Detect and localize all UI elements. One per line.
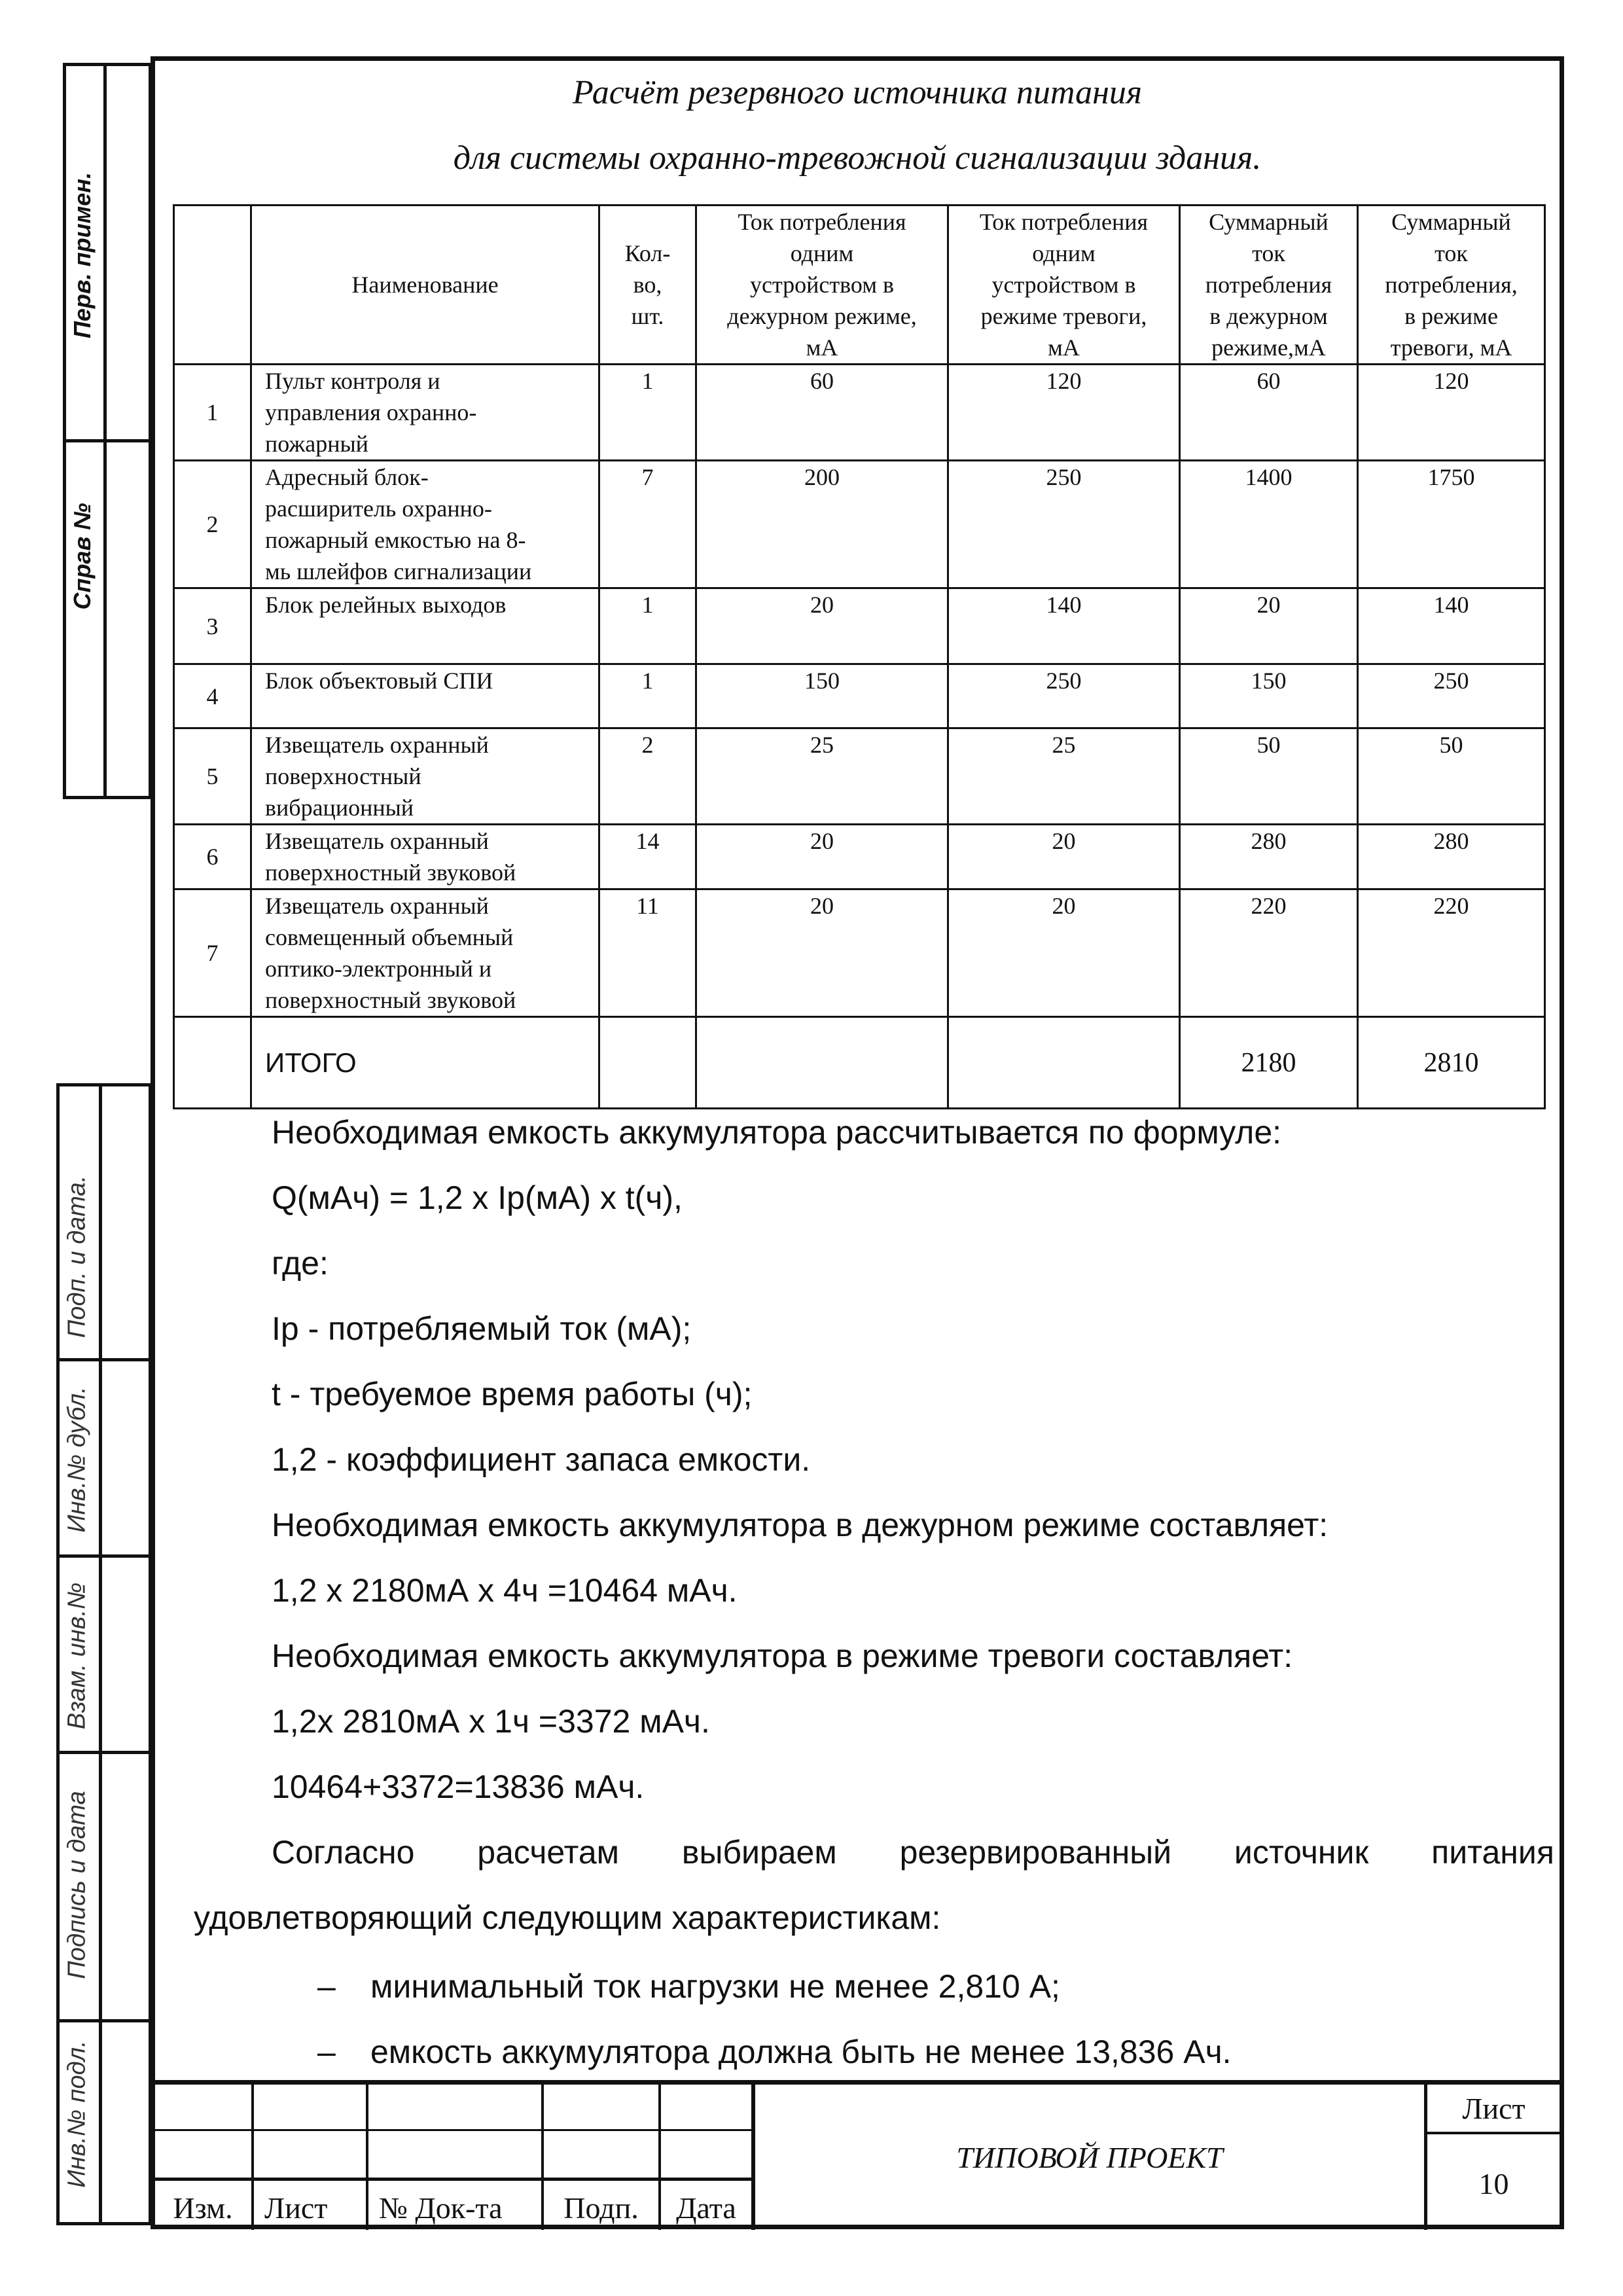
paragraph-formula-intro: Необходимая емкость аккумулятора рассчитывается по формуле: [272, 1114, 1282, 1151]
t-definition: t - требуемое время работы (ч); [272, 1376, 753, 1412]
row-qty: 1 [599, 664, 696, 728]
row-sum-duty: 220 [1180, 889, 1358, 1017]
row-number: 5 [174, 728, 251, 825]
requirement-current: минимальный ток нагрузки не менее 2,810 А; [370, 1968, 1060, 2005]
row-current-duty: 60 [696, 365, 948, 461]
total-sum-alarm: 2810 [1358, 1017, 1545, 1109]
stamp-col-list: Лист [264, 2191, 328, 2225]
row-current-alarm: 25 [948, 728, 1180, 825]
coef-definition: 1,2 - коэффициент запаса емкости. [272, 1441, 811, 1478]
heading-line-1: Расчёт резервного источника питания [572, 74, 1143, 111]
podp-data-label: Подп. и дата. [63, 1175, 91, 1338]
row-qty: 2 [599, 728, 696, 825]
header-name: Наименование [251, 206, 599, 365]
heading-line-2: для системы охранно-тревожной сигнализации здания. [453, 139, 1262, 177]
row-name: Адресный блок- расширитель охранно- пожарный емкостью на 8- мь шлейфов сигнализации [251, 461, 599, 588]
row-current-duty: 150 [696, 664, 948, 728]
table-row [174, 365, 1545, 461]
row-qty: 7 [599, 461, 696, 588]
ip-definition: Ip - потребляемый ток (мА); [272, 1310, 692, 1347]
table-row [174, 728, 1545, 825]
row-qty: 1 [599, 365, 696, 461]
sprav-no-label: Справ № [69, 503, 96, 610]
formula: Q(мАч) = 1,2 x Ip(мА) x t(ч), [272, 1179, 683, 1216]
row-sum-alarm: 280 [1358, 825, 1545, 889]
paragraph-duty: Необходимая емкость аккумулятора в дежурном режиме составляет: [272, 1507, 1329, 1543]
total-current-alarm [948, 1017, 1180, 1109]
row-current-duty: 20 [696, 588, 948, 664]
row-current-alarm: 20 [948, 825, 1180, 889]
row-number: 7 [174, 889, 251, 1017]
row-sum-alarm: 50 [1358, 728, 1545, 825]
conclusion-continuation: удовлетворяющий следующим характеристикам: [194, 1899, 941, 1936]
bullet-dash-1: – [317, 1968, 336, 2005]
project-title: ТИПОВОЙ ПРОЕКТ [956, 2141, 1223, 2174]
calc-alarm: 1,2х 2810мА х 1ч =3372 мАч. [272, 1703, 710, 1740]
row-current-duty: 20 [696, 889, 948, 1017]
row-qty: 11 [599, 889, 696, 1017]
inv-podl-label: Инв.№ подл. [63, 2040, 91, 2188]
row-qty: 1 [599, 588, 696, 664]
podpis-data-label: Подпись и дата [63, 1791, 91, 1979]
row-sum-alarm: 220 [1358, 889, 1545, 1017]
where-label: где: [272, 1245, 329, 1282]
row-sum-duty: 280 [1180, 825, 1358, 889]
row-sum-duty: 1400 [1180, 461, 1358, 588]
header-qty: Кол- во, шт. [599, 206, 696, 365]
sheet-label: Лист [1462, 2092, 1525, 2125]
row-number: 4 [174, 664, 251, 728]
stamp-col-doc: № Док-та [379, 2191, 503, 2225]
row-sum-duty: 50 [1180, 728, 1358, 825]
row-current-alarm: 250 [948, 664, 1180, 728]
row-current-duty: 20 [696, 825, 948, 889]
row-number: 2 [174, 461, 251, 588]
row-name: Пульт контроля и управления охранно- пожарный [251, 365, 599, 461]
row-current-alarm: 20 [948, 889, 1180, 1017]
row-sum-duty: 150 [1180, 664, 1358, 728]
row-qty: 14 [599, 825, 696, 889]
row-number: 1 [174, 365, 251, 461]
row-sum-alarm: 140 [1358, 588, 1545, 664]
row-name: Извещатель охранный совмещенный объемный оптико-электронный и поверхностный звуковой [251, 889, 599, 1017]
sheet-number: 10 [1478, 2167, 1509, 2200]
row-number: 3 [174, 588, 251, 664]
row-sum-alarm: 1750 [1358, 461, 1545, 588]
row-sum-duty: 60 [1180, 365, 1358, 461]
row-current-duty: 200 [696, 461, 948, 588]
vzam-inv-label: Взам. инв.№ [63, 1582, 91, 1730]
row-current-alarm: 120 [948, 365, 1180, 461]
perv-primen-label: Перв. примен. [69, 171, 96, 339]
header-number [174, 206, 251, 365]
row-sum-alarm: 120 [1358, 365, 1545, 461]
stamp-col-izm: Изм. [173, 2191, 233, 2225]
header-sum-duty: Суммарный ток потребления в дежурном режиме,мА [1180, 206, 1358, 365]
stamp-col-podp: Подп. [563, 2191, 639, 2225]
calc-sum: 10464+3372=13836 мАч. [272, 1768, 645, 1805]
row-name: Блок объектовый СПИ [251, 664, 599, 728]
table-row [174, 461, 1545, 588]
row-sum-alarm: 250 [1358, 664, 1545, 728]
conclusion-line: Согласно расчетам выбираем резервированный источник питания [272, 1834, 1554, 1871]
row-number: 6 [174, 825, 251, 889]
total-qty [599, 1017, 696, 1109]
table-row [174, 889, 1545, 1017]
paragraph-alarm: Необходимая емкость аккумулятора в режиме тревоги составляет: [272, 1638, 1293, 1674]
table-row [174, 664, 1545, 728]
row-current-duty: 25 [696, 728, 948, 825]
table-header-row [174, 206, 1545, 365]
row-name: Извещатель охранный поверхностный звуковой [251, 825, 599, 889]
table-row [174, 825, 1545, 889]
table-total-row [174, 1017, 1545, 1109]
inv-dubl-label: Инв.№ дубл. [63, 1386, 91, 1533]
title-block [154, 2080, 1560, 2225]
total-sum-duty: 2180 [1180, 1017, 1358, 1109]
total-number [174, 1017, 251, 1109]
row-current-alarm: 140 [948, 588, 1180, 664]
total-label: ИТОГО [251, 1017, 599, 1109]
header-current-alarm: Ток потребления одним устройством в режиме тревоги, мА [948, 206, 1180, 365]
calc-duty: 1,2 х 2180мА х 4ч =10464 мАч. [272, 1572, 738, 1609]
header-current-duty: Ток потребления одним устройством в дежурном режиме, мА [696, 206, 948, 365]
row-sum-duty: 20 [1180, 588, 1358, 664]
power-consumption-table [173, 204, 1546, 1109]
row-name: Извещатель охранный поверхностный вибрационный [251, 728, 599, 825]
bullet-dash-2: – [317, 2034, 336, 2070]
header-sum-alarm: Суммарный ток потребления, в режиме тревоги, мА [1358, 206, 1545, 365]
row-current-alarm: 250 [948, 461, 1180, 588]
total-current-duty [696, 1017, 948, 1109]
row-name: Блок релейных выходов [251, 588, 599, 664]
stamp-col-date: Дата [676, 2191, 736, 2225]
table-row [174, 588, 1545, 664]
requirement-capacity: емкость аккумулятора должна быть не менее 13,836 Ач. [370, 2034, 1232, 2070]
